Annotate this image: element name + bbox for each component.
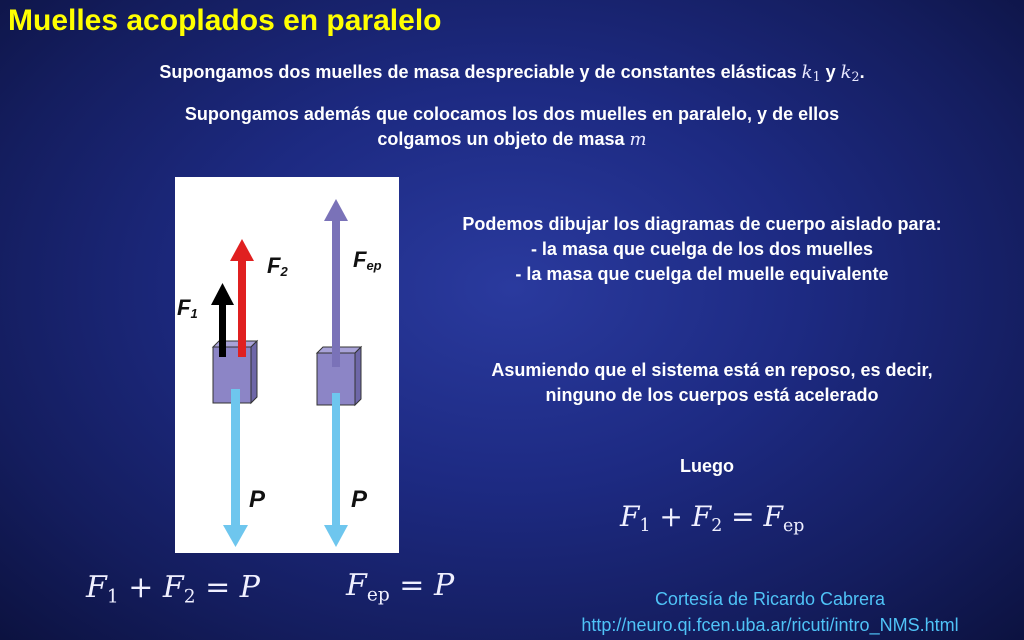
f2-arrow <box>230 239 254 357</box>
credit-link[interactable]: http://neuro.qi.fcen.uba.ar/ricuti/intro_NMS.html <box>581 615 959 635</box>
slide-title: Muelles acoplados en paralelo <box>8 4 442 37</box>
equation-left: $F_1 + F_2 = P$ <box>86 570 260 608</box>
fep-arrow <box>324 199 348 367</box>
intro2-line1: Supongamos además que colocamos los dos muelles en paralelo, y de ellos <box>184 104 840 124</box>
fep-label: Fep <box>353 247 382 273</box>
p-arrow-right <box>324 393 348 547</box>
free-body-diagram <box>175 177 399 553</box>
k1-symbol: k1 <box>801 62 821 85</box>
intro-conj: y <box>820 62 841 82</box>
credit-block <box>520 586 1020 638</box>
intro2-line2: colgamos un objeto de masa m <box>377 129 647 150</box>
explanation-line3: - la masa que cuelga del muelle equivalente <box>515 264 889 284</box>
intro-line <box>0 62 1024 84</box>
intro2-paragraph <box>0 102 1024 152</box>
k2-symbol: k2 <box>840 62 860 85</box>
p-label-right: P <box>351 486 368 513</box>
equation-main: $F_1 + F_2 = F_{ep}$ <box>620 500 805 537</box>
explanation-line1: Podemos dibujar los diagramas de cuerpo aislado para: <box>462 214 942 234</box>
p-arrow-left <box>223 389 248 547</box>
explanation-line2: - la masa que cuelga de los dos muelles <box>530 239 874 259</box>
intro-text: Supongamos dos muelles de masa despreciable y de constantes elásticas <box>159 62 802 82</box>
assumption-line2: ninguno de los cuerpos está acelerado <box>545 385 879 405</box>
mass-symbol: m <box>629 129 647 150</box>
intro-period: . <box>859 62 865 82</box>
credit-author: Cortesía de Ricardo Cabrera <box>654 589 886 609</box>
luego-label: Luego <box>680 456 734 476</box>
equation-right: $F_{ep} = P$ <box>346 568 455 606</box>
diagram-svg <box>175 177 399 553</box>
f2-label: F2 <box>267 253 288 279</box>
assumption-line1: Asumiendo que el sistema está en reposo, es decir, <box>491 360 933 380</box>
diagram-explanation <box>402 212 1002 287</box>
f1-label: F1 <box>177 295 198 321</box>
p-label-left: P <box>249 486 266 513</box>
rest-assumption <box>412 358 1012 408</box>
